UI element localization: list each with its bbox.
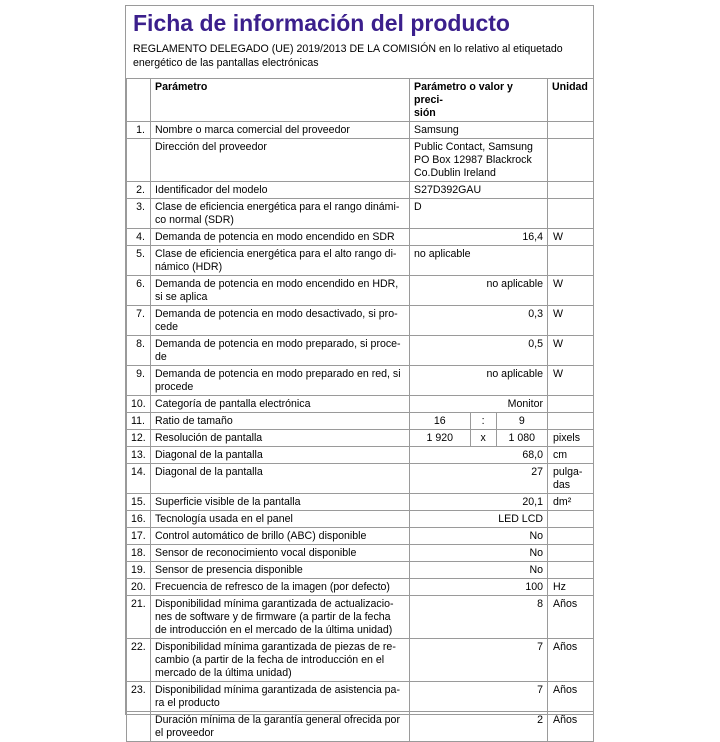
parameter-cell: Frecuencia de refresco de la imagen (por defecto) (151, 579, 410, 596)
table-row (127, 596, 594, 639)
table-row (127, 413, 594, 430)
row-number: 15. (127, 494, 151, 511)
regulation-reference: REGLAMENTO DELEGADO (UE) 2019/2013 DE LA COMISIÓN (133, 43, 437, 55)
row-number: 7. (127, 306, 151, 336)
unit-cell: W (548, 366, 594, 396)
table-row (127, 430, 594, 447)
product-info-table (126, 78, 594, 742)
row-number: 1. (127, 122, 151, 139)
split-value (410, 430, 547, 446)
value-cell: 0,3 (410, 306, 548, 336)
parameter-cell: Demanda de potencia en modo encendido en HDR, si se aplica (151, 276, 410, 306)
unit-cell (548, 122, 594, 139)
row-number: 3. (127, 199, 151, 229)
table-row (127, 246, 594, 276)
parameter-cell: Categoría de pantalla electrónica (151, 396, 410, 413)
parameter-cell: Dirección del proveedor (151, 139, 410, 182)
table-row (127, 122, 594, 139)
parameter-cell: Demanda de potencia en modo encendido en SDR (151, 229, 410, 246)
product-information-sheet (125, 5, 594, 739)
value-cell: Samsung (410, 122, 548, 139)
unit-cell: Años (548, 596, 594, 639)
parameter-cell: Demanda de potencia en modo preparado en red, si procede (151, 366, 410, 396)
table-row (127, 528, 594, 545)
parameter-cell: Clase de eficiencia energética para el alto rango di- námico (HDR) (151, 246, 410, 276)
unit-cell (548, 199, 594, 229)
parameter-cell: Disponibilidad mínima garantizada de asistencia pa- ra el producto (151, 682, 410, 712)
value-cell: 8 (410, 596, 548, 639)
parameter-cell: Sensor de reconocimiento vocal disponible (151, 545, 410, 562)
row-number: 22. (127, 639, 151, 682)
table-row (127, 545, 594, 562)
table-row (127, 712, 594, 742)
table-row (127, 199, 594, 229)
value-cell: No (410, 545, 548, 562)
table-row (127, 579, 594, 596)
row-number: 14. (127, 464, 151, 494)
row-number: 13. (127, 447, 151, 464)
row-number: 17. (127, 528, 151, 545)
table-row (127, 306, 594, 336)
parameter-cell: Disponibilidad mínima garantizada de piezas de re- cambio (a partir de la fecha de introducción en el mercado de la última unidad) (151, 639, 410, 682)
row-number: 2. (127, 182, 151, 199)
unit-cell: Años (548, 639, 594, 682)
table-row (127, 682, 594, 712)
parameter-cell: Resolución de pantalla (151, 430, 410, 447)
parameter-cell: Nombre o marca comercial del proveedor (151, 122, 410, 139)
page-title: Ficha de información del producto (133, 10, 510, 36)
parameter-cell: Disponibilidad mínima garantizada de actualizacio- nes de software y de firmware (a partir de la fecha de introducción en el mercado de la última unidad) (151, 596, 410, 639)
parameter-cell: Control automático de brillo (ABC) disponible (151, 528, 410, 545)
regulation-description: en lo relativo al etiquetado energético de las pantallas electrónicas (133, 43, 563, 69)
parameter-cell: Identificador del modelo (151, 182, 410, 199)
row-number (127, 139, 151, 182)
value-cell: No (410, 528, 548, 545)
table-row (127, 396, 594, 413)
row-number: 19. (127, 562, 151, 579)
row-number: 21. (127, 596, 151, 639)
split-part: : (470, 413, 496, 429)
unit-cell: W (548, 276, 594, 306)
unit-cell: cm (548, 447, 594, 464)
table-row (127, 447, 594, 464)
unit-cell (548, 511, 594, 528)
row-number (127, 712, 151, 742)
row-number: 18. (127, 545, 151, 562)
table-row (127, 139, 594, 182)
parameter-cell: Clase de eficiencia energética para el rango dinámi- co normal (SDR) (151, 199, 410, 229)
unit-cell: pixels (548, 430, 594, 447)
unit-cell: pulga- das (548, 464, 594, 494)
parameter-cell: Demanda de potencia en modo preparado, si proce- de (151, 336, 410, 366)
table-row (127, 276, 594, 306)
value-cell: Monitor (410, 396, 548, 413)
split-part: 1 080 (508, 432, 536, 444)
row-number: 9. (127, 366, 151, 396)
table-row (127, 562, 594, 579)
split-part: x (470, 430, 496, 446)
table-row (127, 336, 594, 366)
parameter-cell: Demanda de potencia en modo desactivado, si pro- cede (151, 306, 410, 336)
value-cell: 7 (410, 682, 548, 712)
value-cell: 7 (410, 639, 548, 682)
header-unit: Unidad (548, 79, 594, 122)
unit-cell (548, 413, 594, 430)
unit-cell: W (548, 336, 594, 366)
value-cell: 0,5 (410, 336, 548, 366)
unit-cell: W (548, 306, 594, 336)
table-row (127, 511, 594, 528)
unit-cell: Hz (548, 579, 594, 596)
row-number: 8. (127, 336, 151, 366)
value-cell: no aplicable (410, 276, 548, 306)
row-number: 12. (127, 430, 151, 447)
table-row (127, 229, 594, 246)
unit-cell: Años (548, 682, 594, 712)
value-cell (410, 430, 548, 447)
row-number: 23. (127, 682, 151, 712)
row-number: 11. (127, 413, 151, 430)
parameter-cell: Diagonal de la pantalla (151, 464, 410, 494)
value-cell: D (410, 199, 548, 229)
parameter-cell: Diagonal de la pantalla (151, 447, 410, 464)
parameter-cell: Ratio de tamaño (151, 413, 410, 430)
table-header-row (127, 79, 594, 122)
value-cell: no aplicable (410, 366, 548, 396)
header-number (127, 79, 151, 122)
value-cell: LED LCD (410, 511, 548, 528)
value-cell: 100 (410, 579, 548, 596)
row-number: 16. (127, 511, 151, 528)
unit-cell: dm² (548, 494, 594, 511)
value-cell: S27D392GAU (410, 182, 548, 199)
row-number: 5. (127, 246, 151, 276)
value-cell: 2 (410, 712, 548, 742)
parameter-cell: Superficie visible de la pantalla (151, 494, 410, 511)
row-number: 20. (127, 579, 151, 596)
value-cell: 68,0 (410, 447, 548, 464)
value-cell (410, 413, 548, 430)
value-cell: 27 (410, 464, 548, 494)
unit-cell (548, 139, 594, 182)
split-part: 1 920 (410, 430, 470, 446)
table-row (127, 639, 594, 682)
split-part: 16 (410, 413, 470, 429)
regulation-subtitle (133, 42, 589, 70)
unit-cell (548, 528, 594, 545)
parameter-cell: Duración mínima de la garantía general ofrecida por el proveedor (151, 712, 410, 742)
value-cell: No (410, 562, 548, 579)
parameter-cell: Tecnología usada en el panel (151, 511, 410, 528)
value-cell: 20,1 (410, 494, 548, 511)
row-number: 4. (127, 229, 151, 246)
split-value (410, 413, 547, 429)
unit-cell (548, 562, 594, 579)
unit-cell (548, 396, 594, 413)
table-body (127, 122, 594, 742)
value-cell: no aplicable (410, 246, 548, 276)
row-number: 6. (127, 276, 151, 306)
table-row (127, 464, 594, 494)
header-value: Parámetro o valor y preci- sión (410, 79, 548, 122)
table-row (127, 182, 594, 199)
table-row (127, 494, 594, 511)
table-row (127, 366, 594, 396)
unit-cell (548, 246, 594, 276)
unit-cell (548, 545, 594, 562)
unit-cell: W (548, 229, 594, 246)
unit-cell (548, 182, 594, 199)
parameter-cell: Sensor de presencia disponible (151, 562, 410, 579)
split-part: 9 (518, 415, 525, 427)
value-cell: 16,4 (410, 229, 548, 246)
unit-cell: Años (548, 712, 594, 742)
row-number: 10. (127, 396, 151, 413)
header-parameter: Parámetro (151, 79, 410, 122)
value-cell: Public Contact, Samsung PO Box 12987 Blackrock Co.Dublin Ireland (410, 139, 548, 182)
